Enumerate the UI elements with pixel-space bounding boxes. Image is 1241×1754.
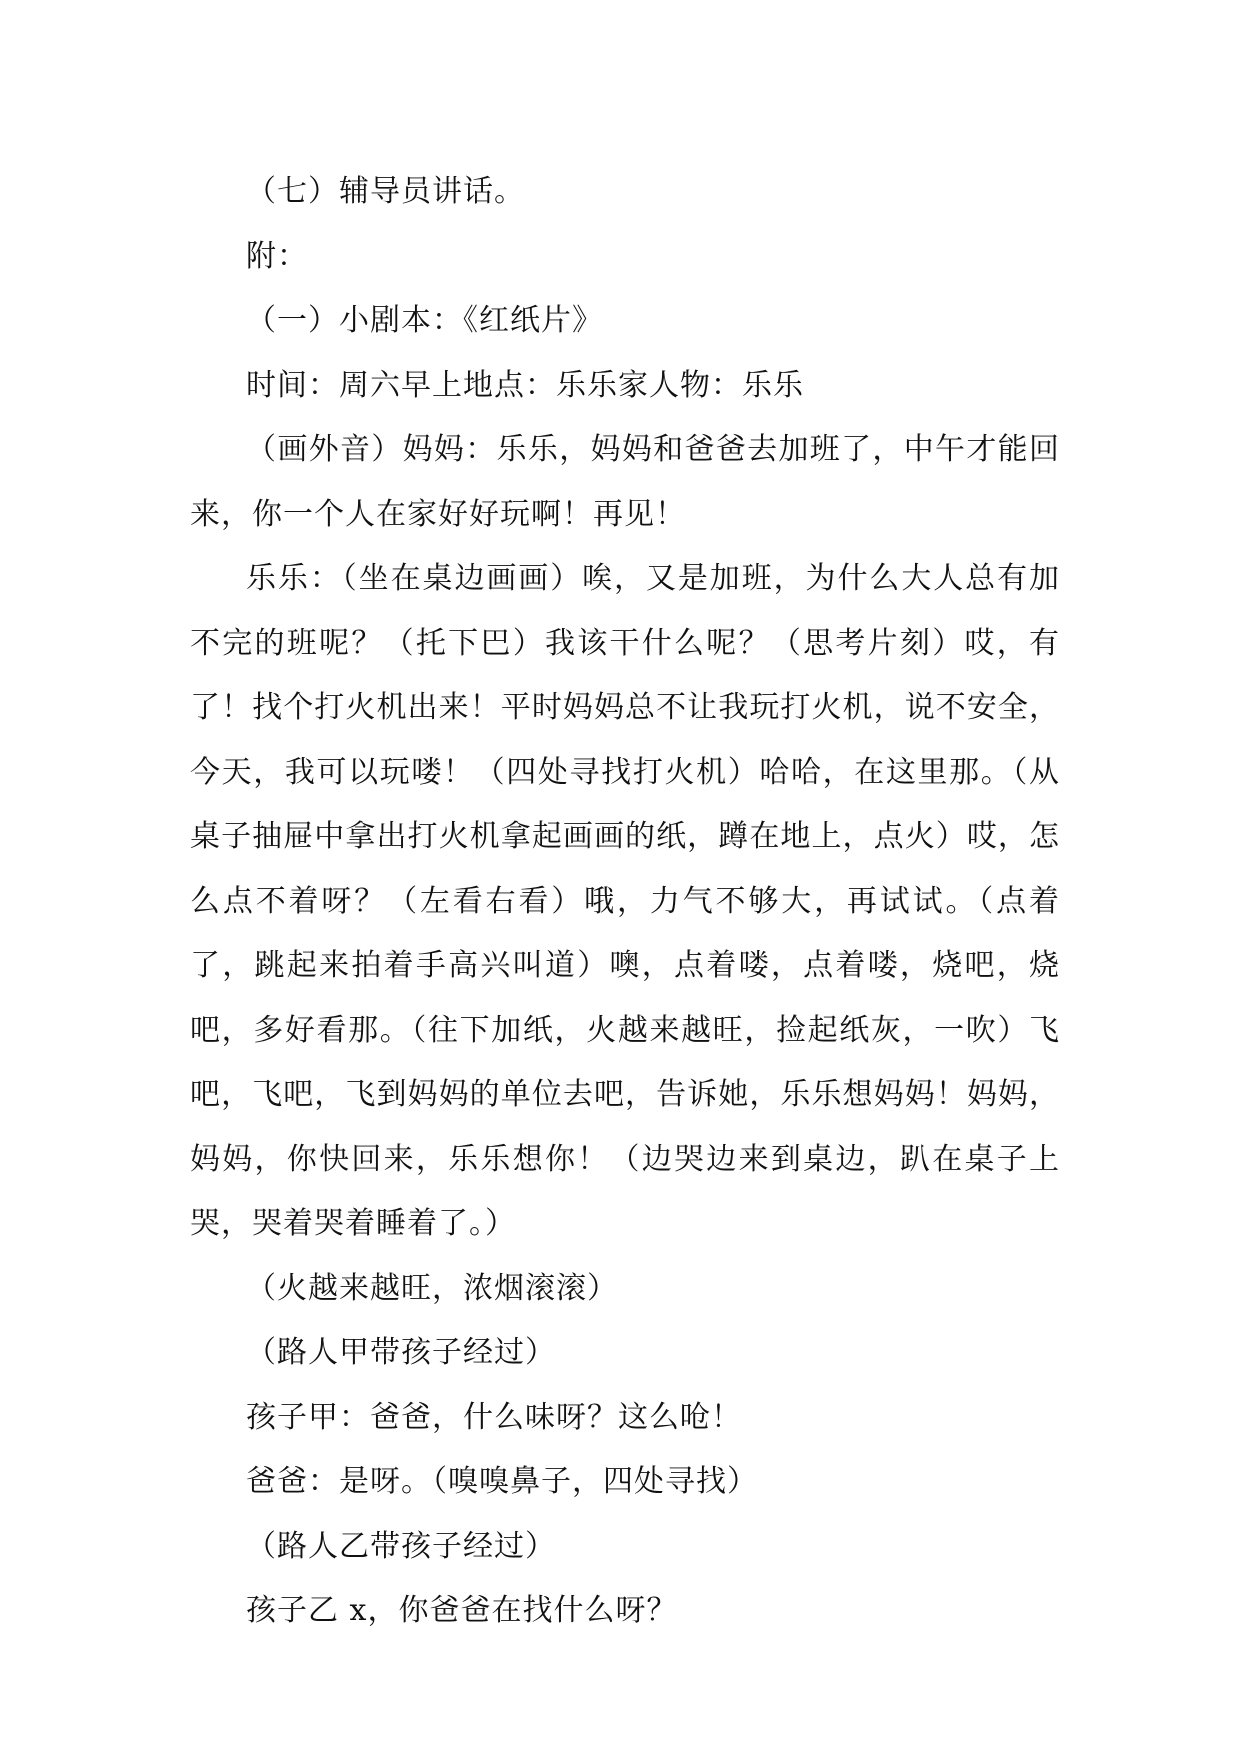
paragraph-stage-fire: （火越来越旺，浓烟滚滚）: [246, 1270, 618, 1306]
paragraph-appendix: 附：: [246, 238, 308, 274]
paragraph-child-a: 孩子甲：爸爸，什么味呀？这么呛！: [246, 1399, 742, 1435]
paragraph-voiceover: （画外音）妈妈：乐乐，妈妈和爸爸去加班了，中午才能回来，你一个人在家好好玩啊！再见！: [190, 432, 1060, 532]
paragraph-passerby-b: （路人乙带孩子经过）: [246, 1528, 556, 1564]
document-body: [190, 160, 1060, 1644]
paragraph-section-seven: （七）辅导员讲话。: [246, 174, 525, 209]
paragraph-time-place-characters: 时间：周六早上地点：乐乐家人物：乐乐: [246, 367, 804, 403]
paragraph-child-b: 孩子乙 x，你爸爸在找什么呀？: [246, 1593, 678, 1628]
paragraph-lele-monologue: 乐乐：（坐在桌边画画）唉，又是加班，为什么大人总有加不完的班呢？（托下巴）我该干什么呢？（思考片刻）哎，有了！找个打火机出来！平时妈妈总不让我玩打火机，说不安全，今天，我可以玩喽！（四处寻找打火机）哈哈，在这里那。（从桌子抽屉中拿出打火机拿起画画的纸，蹲在地上，点火）哎，怎么点不着呀？（左看右看）哦，力气不够大，再试试。（点着了，跳起来拍着手高兴叫道）噢，点着喽，点着喽，烧吧，烧吧，多好看那。（往下加纸，火越来越旺，捡起纸灰，一吹）飞吧，飞吧，飞到妈妈的单位去吧，告诉她，乐乐想妈妈！妈妈，妈妈，你快回来，乐乐想你！（边哭边来到桌边，趴在桌子上哭，哭着哭着睡着了。）: [190, 561, 1060, 1241]
paragraph-father: 爸爸：是呀。（嗅嗅鼻子，四处寻找）: [246, 1464, 758, 1499]
paragraph-script-title: （一）小剧本：《红纸片》: [246, 303, 603, 338]
paragraph-passerby-a: （路人甲带孩子经过）: [246, 1335, 556, 1370]
